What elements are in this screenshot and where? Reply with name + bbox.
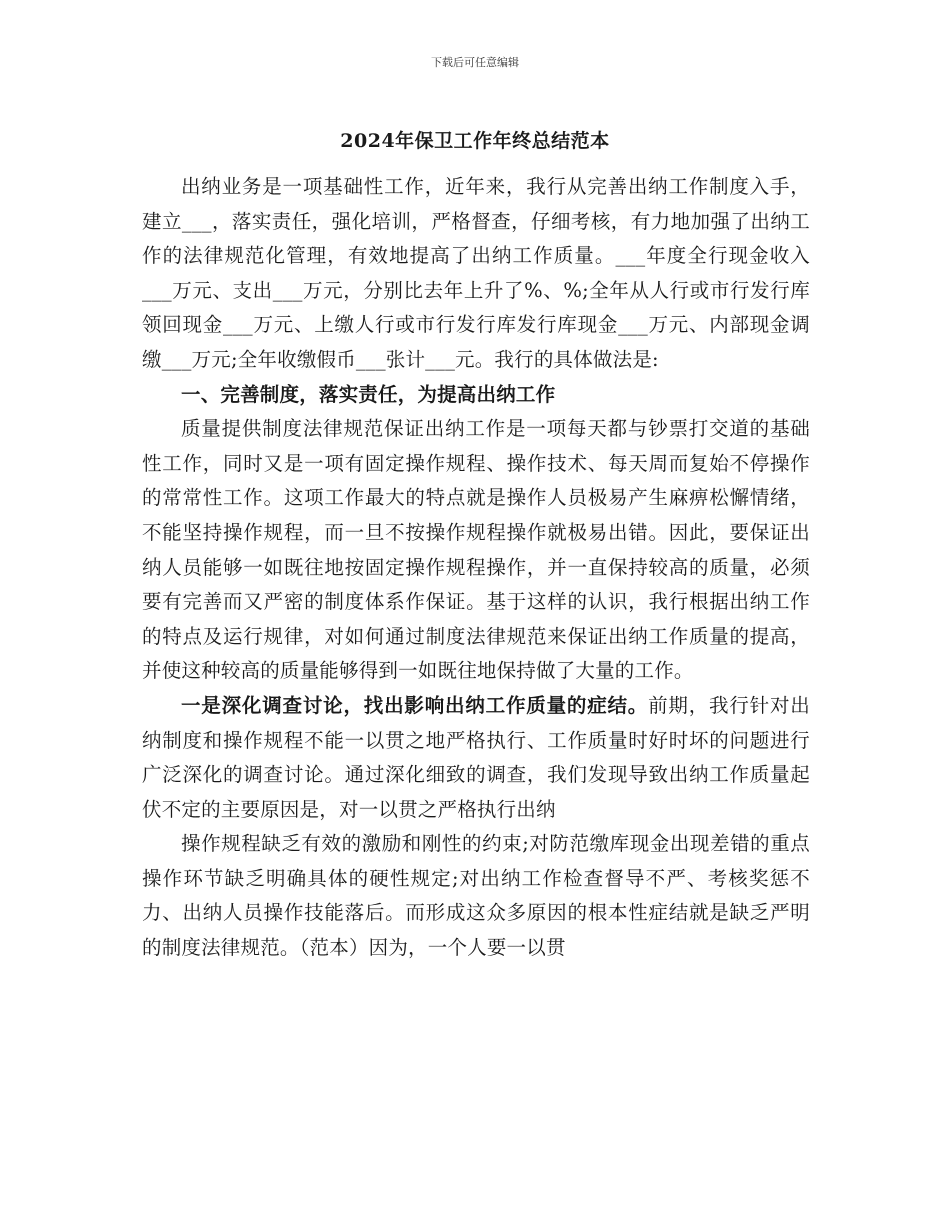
paragraph-point-1 — [142, 689, 810, 827]
document-title: 2024年保卫工作年终总结范本 — [340, 130, 610, 152]
document-body — [142, 170, 810, 966]
paragraph-section-1: 质量提供制度法律规范保证出纳工作是一项每天都与钞票打交道的基础性工作，同时又是一项有固定操作规程、操作技术、每天周而复始不停操作的常常性工作。这项工作最大的特点就是操作人员极易产生麻痹松懈情绪，不能坚持操作规程，而一旦不按操作规程操作就极易出错。因此，要保证出纳人员能够一如既往地按固定操作规程操作，并一直保持较高的质量，必须要有完善而又严密的制度体系作保证。基于这样的认识，我行根据出纳工作的特点及运行规律，对如何通过制度法律规范来保证出纳工作质量的提高，并使这种较高的质量能够得到一如既往地保持做了大量的工作。 — [142, 417, 810, 683]
section-heading-1: 一、完善制度，落实责任，为提高出纳工作 — [181, 382, 556, 406]
point-1-lead: 一是深化调查讨论，找出影响出纳工作质量的症结。 — [181, 693, 649, 717]
paragraph-intro: 出纳业务是一项基础性工作，近年来，我行从完善出纳工作制度入手，建立___，落实责任，强化培训，严格督查，仔细考核，有力地加强了出纳工作的法律规范化管理，有效地提高了出纳工作质量。___年度全行现金收入___万元、支出___万元，分别比去年上升了%、%;全年从人行或市行发行库领回现金___万元、上缴人行或市行发行库发行库现金___万元、内部现金调缴___万元;全年收缴假币___张计___元。我行的具体做法是: — [142, 175, 810, 371]
header-note: 下载后可任意编辑 — [431, 56, 519, 69]
paragraph-continuation: 操作规程缺乏有效的激励和刚性的约束;对防范缴库现金出现差错的重点操作环节缺乏明确具体的硬性规定;对出纳工作检查督导不严、考核奖惩不力、出纳人员操作技能落后。而形成这众多原因的根本性症结就是缺乏严明的制度法律规范。（范本）因为，一个人要一以贯 — [142, 832, 810, 960]
point-1-text: 前期，我行针对出纳制度和操作规程不能一以贯之地严格执行、工作质量时好时坏的问题进行广泛深化的调查讨论。通过深化细致的调查，我们发现导致出纳工作质量起伏不定的主要原因是，对一以贯之严格执行出纳 — [142, 693, 810, 821]
